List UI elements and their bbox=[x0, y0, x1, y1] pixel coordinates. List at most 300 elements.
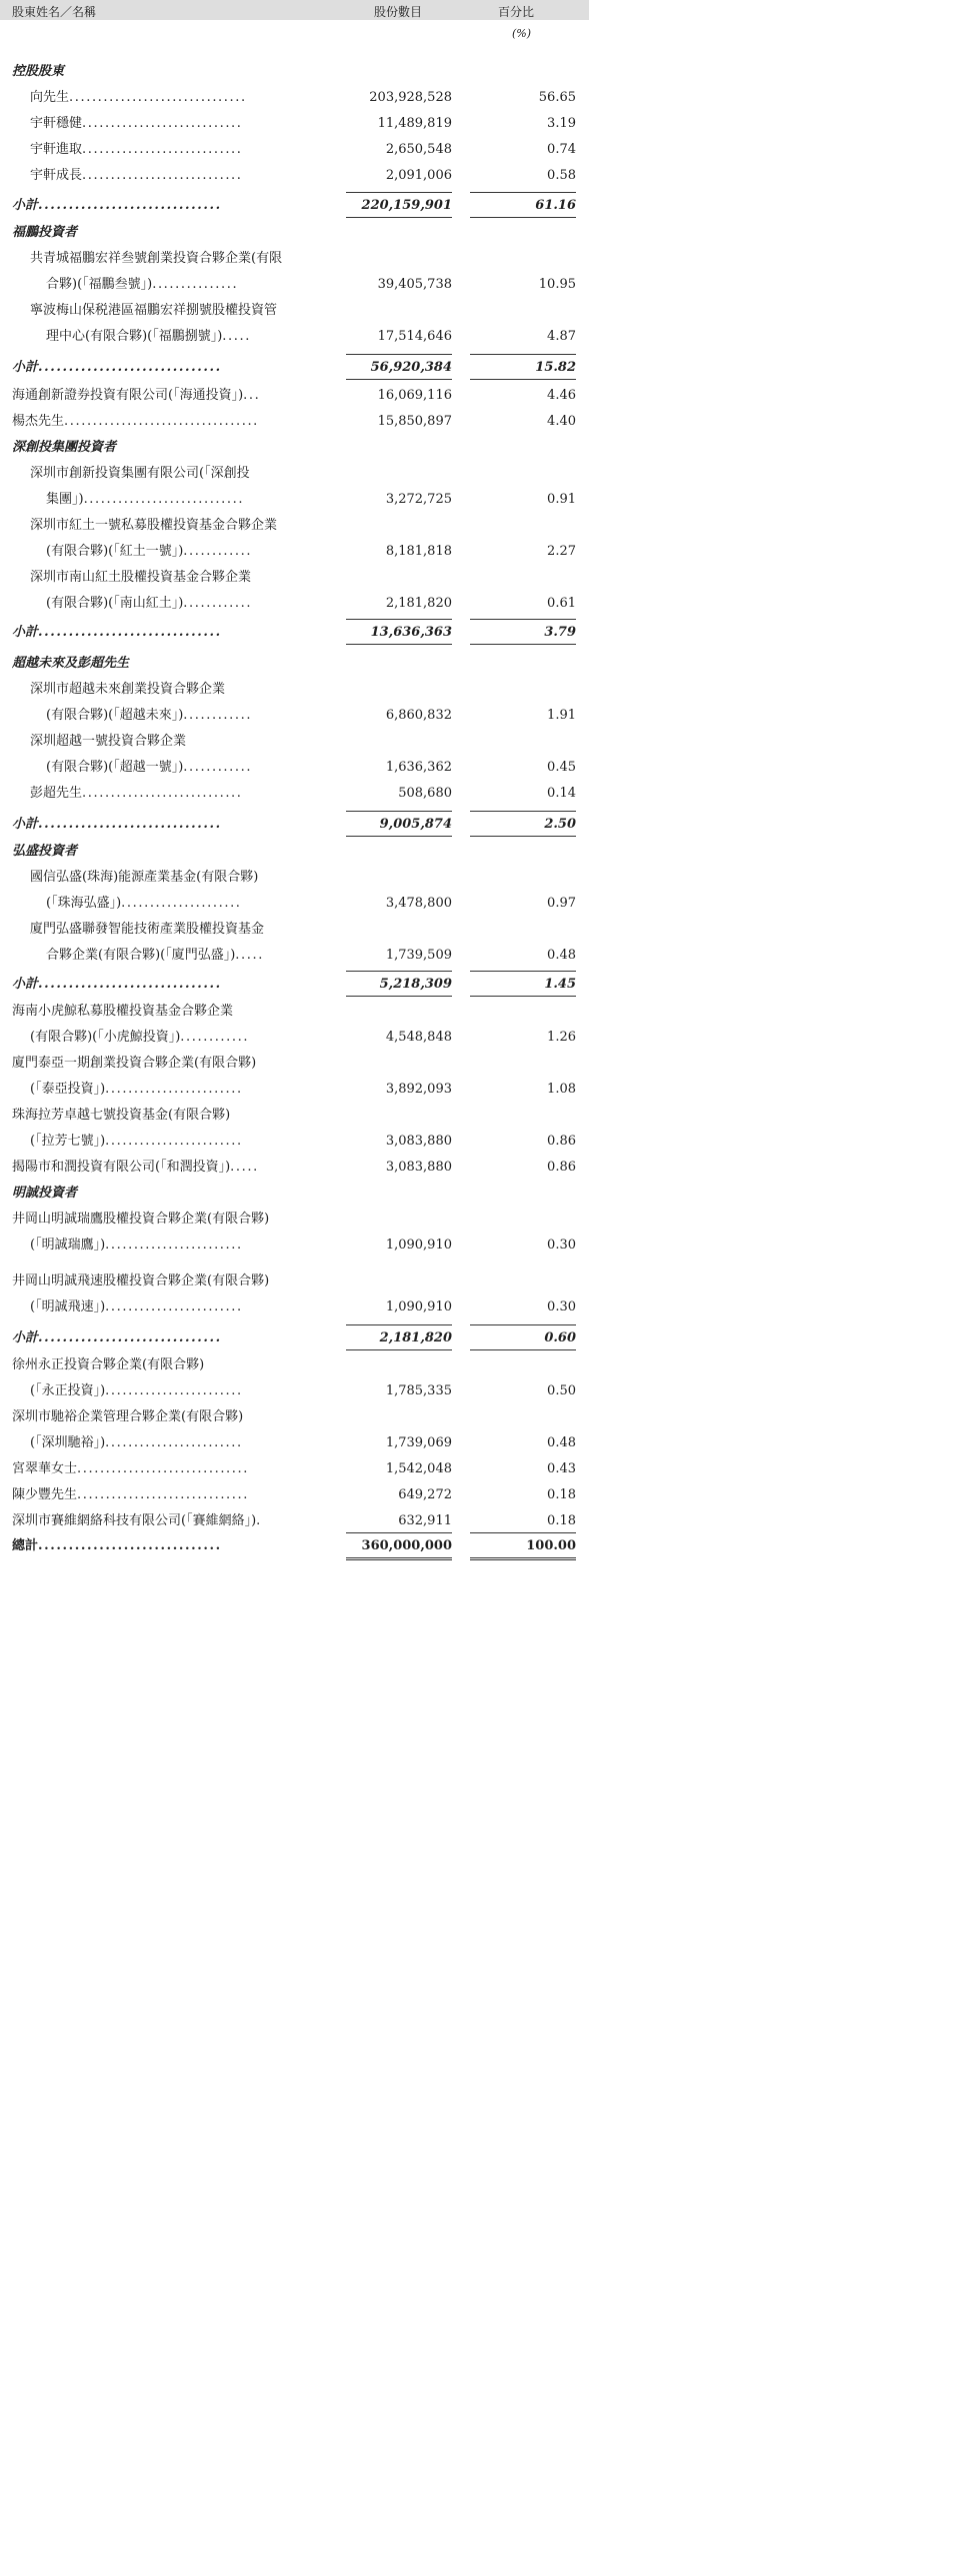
table-row bbox=[0, 461, 589, 487]
percentage: 1.45 bbox=[544, 977, 576, 992]
leader-dots: .............................. bbox=[77, 1487, 249, 1502]
row-name-text: 深圳市紅土一號私募股權投資基金合夥企業 bbox=[30, 518, 278, 533]
row-name-text: 集團」) bbox=[46, 492, 84, 507]
row-name bbox=[12, 839, 338, 865]
row-name bbox=[30, 1025, 338, 1051]
row-name bbox=[30, 1378, 338, 1404]
percentage: 3.79 bbox=[544, 625, 576, 640]
percentage: 15.82 bbox=[535, 360, 576, 375]
share-count: 3,272,725 bbox=[385, 492, 452, 507]
table-row bbox=[0, 163, 589, 189]
row-name bbox=[12, 435, 338, 461]
row-name-text: 小計 bbox=[12, 977, 39, 992]
row-name bbox=[12, 812, 338, 838]
table-row bbox=[0, 1404, 589, 1430]
header-percent: 百分比 bbox=[498, 5, 535, 19]
percentage: 0.43 bbox=[547, 1461, 576, 1476]
leader-dots: ........................ bbox=[105, 1238, 243, 1253]
table-row bbox=[0, 137, 589, 163]
row-name-text: 宇軒進取 bbox=[30, 142, 83, 157]
row-name-text: 揭陽市和潤投資有限公司(「和潤投資」) bbox=[12, 1160, 231, 1175]
group-heading bbox=[0, 651, 589, 677]
row-name bbox=[30, 1077, 338, 1103]
row-name bbox=[46, 539, 338, 565]
row-name-text: 廈門泰亞一期創業投資合夥企業(有限合夥) bbox=[12, 1056, 257, 1071]
leader-dots: .............................. bbox=[38, 977, 222, 992]
row-name bbox=[30, 1430, 338, 1456]
row-name bbox=[46, 891, 338, 917]
row-name-text: 總計 bbox=[12, 1538, 39, 1553]
percentage: 0.86 bbox=[547, 1134, 576, 1149]
leader-dots: ............................ bbox=[83, 492, 245, 507]
percentage: 100.00 bbox=[526, 1538, 576, 1553]
row-name-text: 小計 bbox=[12, 817, 39, 832]
share-count: 1,739,509 bbox=[385, 948, 452, 963]
leader-dots: .............................. bbox=[38, 360, 222, 375]
leader-dots: ............ bbox=[183, 544, 253, 559]
share-count: 2,181,820 bbox=[379, 1330, 452, 1345]
row-name-text: 深圳市馳裕企業管理合夥企業(有限合夥) bbox=[12, 1409, 244, 1424]
leader-dots: ............................ bbox=[82, 142, 243, 157]
row-name-text: (「永正投資」) bbox=[30, 1383, 106, 1398]
row-name bbox=[12, 409, 338, 435]
row-name-text: (「明誠瑞鷹」) bbox=[30, 1238, 106, 1253]
row-name bbox=[46, 272, 338, 298]
share-count: 56,920,384 bbox=[370, 360, 452, 375]
percentage: 4.46 bbox=[547, 388, 576, 403]
rule-line bbox=[346, 1532, 452, 1533]
row-name-text: 井岡山明誠瑞鷹股權投資合夥企業(有限合夥) bbox=[12, 1212, 270, 1227]
leader-dots: .............................. bbox=[77, 1461, 249, 1476]
row-name-text: 寧波梅山保税港區福鵬宏祥捌號股權投資管 bbox=[30, 303, 278, 318]
rule-line bbox=[346, 217, 452, 218]
table-row bbox=[0, 487, 589, 513]
row-name-text: 國信弘盛(珠海)能源產業基金(有限合夥) bbox=[30, 870, 259, 885]
row-name bbox=[12, 1404, 338, 1430]
percentage: 1.08 bbox=[547, 1082, 576, 1097]
table-row bbox=[0, 891, 589, 917]
table-row bbox=[0, 565, 589, 591]
row-name bbox=[30, 729, 338, 755]
table-row bbox=[0, 1456, 589, 1482]
row-name bbox=[30, 85, 338, 111]
share-count: 1,785,335 bbox=[385, 1383, 452, 1398]
row-name-text: 合夥企業(有限合夥)(「廈門弘盛」) bbox=[46, 948, 236, 963]
row-name-text: (「拉芳七號」) bbox=[30, 1134, 106, 1149]
leader-dots: ............ bbox=[183, 708, 253, 723]
percentage: 0.86 bbox=[547, 1160, 576, 1175]
row-name-text: (有限合夥)(「小虎鯨投資」) bbox=[30, 1030, 181, 1045]
percentage: 2.27 bbox=[547, 544, 576, 559]
leader-dots: .................................. bbox=[64, 414, 259, 429]
subtotal-row bbox=[0, 1325, 589, 1351]
row-name bbox=[30, 1294, 338, 1320]
row-name bbox=[30, 1233, 338, 1259]
row-name bbox=[46, 324, 338, 350]
leader-dots: ........................ bbox=[105, 1082, 243, 1097]
row-name bbox=[30, 917, 338, 943]
percentage: 0.61 bbox=[547, 596, 576, 611]
share-count: 4,548,848 bbox=[385, 1030, 452, 1045]
rule-line bbox=[346, 192, 452, 193]
table-row bbox=[0, 1233, 589, 1259]
share-count: 2,091,006 bbox=[385, 168, 452, 183]
rule-line bbox=[470, 1324, 576, 1325]
row-name-text: (有限合夥)(「紅土一號」) bbox=[46, 544, 184, 559]
table-row bbox=[0, 865, 589, 891]
table-row bbox=[0, 539, 589, 565]
table-row bbox=[0, 1025, 589, 1051]
leader-dots: ............................ bbox=[82, 168, 243, 183]
row-name-text: 宇軒穩健 bbox=[30, 116, 83, 131]
share-count: 2,650,548 bbox=[385, 142, 452, 157]
share-count: 3,083,880 bbox=[385, 1134, 452, 1149]
leader-dots: .............................. bbox=[38, 1538, 222, 1553]
share-count: 360,000,000 bbox=[361, 1538, 452, 1553]
table-row bbox=[0, 703, 589, 729]
row-name bbox=[12, 1269, 338, 1294]
rule-line bbox=[470, 1349, 576, 1350]
table-row bbox=[0, 1378, 589, 1404]
row-name bbox=[12, 1155, 338, 1181]
percentage: 0.30 bbox=[547, 1299, 576, 1314]
leader-dots: ........................ bbox=[105, 1383, 243, 1398]
share-count: 3,478,800 bbox=[385, 896, 452, 911]
row-name-text: 海通創新證券投資有限公司(「海通投資」) bbox=[12, 388, 244, 403]
row-name bbox=[46, 591, 338, 617]
row-name bbox=[12, 999, 338, 1025]
row-name bbox=[30, 461, 338, 487]
table-row bbox=[0, 298, 589, 324]
leader-dots: ............ bbox=[180, 1030, 250, 1045]
subtotal-row bbox=[0, 972, 589, 998]
row-name bbox=[12, 1103, 338, 1129]
row-name bbox=[12, 1325, 338, 1351]
row-name-text: 陳少豐先生 bbox=[12, 1487, 78, 1502]
leader-dots: ............ bbox=[183, 596, 253, 611]
rule-line bbox=[346, 619, 452, 620]
share-count: 203,928,528 bbox=[369, 90, 452, 105]
row-name bbox=[30, 246, 338, 272]
row-name bbox=[12, 1533, 338, 1559]
leader-dots: ............... bbox=[152, 277, 239, 292]
row-name bbox=[12, 1508, 338, 1534]
row-name-text: 珠海拉芳卓越七號投資基金(有限合夥) bbox=[12, 1108, 231, 1123]
group-heading bbox=[0, 435, 589, 461]
leader-dots: ..................... bbox=[121, 896, 242, 911]
leader-dots: ............................ bbox=[82, 116, 243, 131]
percentage: 0.48 bbox=[547, 1435, 576, 1450]
group-heading bbox=[0, 839, 589, 865]
percentage: 0.14 bbox=[547, 786, 576, 801]
leader-dots: ............................... bbox=[69, 90, 247, 105]
share-count: 220,159,901 bbox=[361, 198, 452, 213]
percentage: 1.26 bbox=[547, 1030, 576, 1045]
row-name-text: 宮翠華女士 bbox=[12, 1461, 78, 1476]
subtotal-row bbox=[0, 620, 589, 646]
row-name bbox=[46, 487, 338, 513]
table-row bbox=[0, 1207, 589, 1233]
rule-line bbox=[470, 1557, 576, 1560]
table-row bbox=[0, 1103, 589, 1129]
table-row bbox=[0, 755, 589, 781]
row-name-text: 福鵬投資者 bbox=[12, 225, 78, 240]
percentage: 4.40 bbox=[547, 414, 576, 429]
table-row bbox=[0, 383, 589, 409]
table-row bbox=[0, 943, 589, 969]
share-count: 15,850,897 bbox=[377, 414, 452, 429]
leader-dots: .............................. bbox=[38, 625, 222, 640]
share-count: 1,090,910 bbox=[385, 1238, 452, 1253]
row-name bbox=[30, 163, 338, 189]
table-row bbox=[0, 1129, 589, 1155]
percentage: 0.91 bbox=[547, 492, 576, 507]
row-name bbox=[30, 298, 338, 324]
row-name bbox=[12, 1482, 338, 1508]
row-name bbox=[12, 972, 338, 998]
row-name bbox=[30, 677, 338, 703]
row-name bbox=[30, 781, 338, 807]
row-name-text: 徐州永正投資合夥企業(有限合夥) bbox=[12, 1357, 205, 1372]
percentage: 10.95 bbox=[538, 277, 576, 292]
row-name bbox=[12, 620, 338, 646]
leader-dots: ... bbox=[243, 388, 261, 403]
header-shares: 股份數目 bbox=[374, 5, 423, 19]
percentage: 56.65 bbox=[538, 90, 576, 105]
group-heading bbox=[0, 1181, 589, 1207]
row-name-text: 深圳市賽維網絡科技有限公司(「賽維網絡」) bbox=[12, 1513, 257, 1528]
row-name bbox=[30, 513, 338, 539]
table-row bbox=[0, 781, 589, 807]
row-name bbox=[30, 1129, 338, 1155]
percentage: 2.50 bbox=[544, 817, 576, 832]
percentage: 0.30 bbox=[547, 1238, 576, 1253]
percentage: 0.74 bbox=[547, 142, 576, 157]
rule-line bbox=[470, 836, 576, 837]
share-count: 1,739,069 bbox=[385, 1435, 452, 1450]
share-count: 11,489,819 bbox=[377, 116, 452, 131]
row-name-text: 小計 bbox=[12, 1330, 39, 1345]
table-row bbox=[0, 111, 589, 137]
table-header bbox=[0, 0, 589, 20]
row-name bbox=[12, 383, 338, 409]
share-count: 6,860,832 bbox=[385, 708, 452, 723]
row-name-text: 明誠投資者 bbox=[12, 1186, 78, 1201]
row-name-text: 深圳超越一號投資合夥企業 bbox=[30, 734, 187, 749]
share-count: 3,892,093 bbox=[385, 1082, 452, 1097]
rule-line bbox=[346, 379, 452, 380]
leader-dots: ........................ bbox=[105, 1435, 243, 1450]
row-name-text: 廈門弘盛聯發智能技術產業股權投資基金 bbox=[30, 922, 265, 937]
share-count: 9,005,874 bbox=[379, 817, 452, 832]
group-heading bbox=[0, 59, 589, 85]
rule-line bbox=[470, 811, 576, 812]
share-count: 649,272 bbox=[398, 1487, 452, 1502]
share-count: 508,680 bbox=[398, 786, 452, 801]
table-row bbox=[0, 246, 589, 272]
group-heading bbox=[0, 220, 589, 246]
table-row bbox=[0, 1155, 589, 1181]
rule-line bbox=[346, 836, 452, 837]
row-name-text: 深圳市南山紅土股權投資基金合夥企業 bbox=[30, 570, 252, 585]
rule-line bbox=[346, 354, 452, 355]
row-name-text: 超越未來及彭超先生 bbox=[12, 656, 130, 671]
table-row bbox=[0, 917, 589, 943]
rule-line bbox=[346, 1557, 452, 1560]
percentage: 0.60 bbox=[544, 1330, 576, 1345]
percentage: 0.45 bbox=[547, 760, 576, 775]
row-name-text: 合夥)(「福鵬叁號」) bbox=[46, 277, 153, 292]
rule-line bbox=[346, 644, 452, 645]
row-name-text: 共青城福鵬宏祥叁號創業投資合夥企業(有限 bbox=[30, 251, 283, 266]
rule-line bbox=[346, 811, 452, 812]
table-row bbox=[0, 1294, 589, 1320]
table-row bbox=[0, 1077, 589, 1103]
rule-line bbox=[470, 1532, 576, 1533]
table-row bbox=[0, 1430, 589, 1456]
leader-dots: ..... bbox=[230, 1160, 259, 1175]
row-name-text: 深圳市創新投資集團有限公司(「深創投 bbox=[30, 466, 250, 481]
percentage: 0.18 bbox=[547, 1487, 576, 1502]
share-count: 17,514,646 bbox=[377, 329, 452, 344]
table-row bbox=[0, 1269, 589, 1294]
rule-line bbox=[346, 1324, 452, 1325]
leader-dots: ............................ bbox=[82, 786, 243, 801]
rule-line bbox=[346, 1349, 452, 1350]
table-row bbox=[0, 1051, 589, 1077]
row-name bbox=[12, 1207, 338, 1233]
table-row bbox=[0, 999, 589, 1025]
row-name bbox=[12, 59, 338, 85]
row-name bbox=[46, 943, 338, 969]
table-row bbox=[0, 677, 589, 703]
row-name-text: 楊杰先生 bbox=[12, 414, 65, 429]
row-name-text: (「泰亞投資」) bbox=[30, 1082, 106, 1097]
subtotal-row bbox=[0, 812, 589, 838]
rule-line bbox=[346, 996, 452, 997]
percentage: 3.19 bbox=[547, 116, 576, 131]
share-count: 8,181,818 bbox=[385, 544, 452, 559]
row-name bbox=[12, 193, 338, 219]
percentage: 0.97 bbox=[547, 896, 576, 911]
rule-line bbox=[470, 192, 576, 193]
row-name-text: (「珠海弘盛」) bbox=[46, 896, 122, 911]
subtotal-row bbox=[0, 193, 589, 219]
share-count: 632,911 bbox=[398, 1513, 452, 1528]
row-name-text: 理中心(有限合夥)(「福鵬捌號」) bbox=[46, 329, 223, 344]
row-name bbox=[12, 355, 338, 381]
row-name-text: 小計 bbox=[12, 198, 39, 213]
row-name-text: (有限合夥)(「超越未來」) bbox=[46, 708, 184, 723]
share-count: 2,181,820 bbox=[385, 596, 452, 611]
row-name bbox=[30, 111, 338, 137]
row-name bbox=[12, 1352, 338, 1378]
row-name bbox=[12, 651, 338, 677]
row-name-text: (「明誠飛速」) bbox=[30, 1299, 106, 1314]
table-row bbox=[0, 1482, 589, 1508]
share-count: 13,636,363 bbox=[370, 625, 452, 640]
percentage: 0.18 bbox=[547, 1513, 576, 1528]
table-row bbox=[0, 513, 589, 539]
leader-dots: ............ bbox=[183, 760, 253, 775]
row-name-text: (有限合夥)(「南山紅土」) bbox=[46, 596, 184, 611]
row-name bbox=[46, 755, 338, 781]
rule-line bbox=[470, 619, 576, 620]
share-count: 16,069,116 bbox=[377, 388, 452, 403]
row-name-text: 海南小虎鯨私募股權投資基金合夥企業 bbox=[12, 1004, 234, 1019]
share-count: 1,090,910 bbox=[385, 1299, 452, 1314]
row-name-text: 小計 bbox=[12, 360, 39, 375]
row-name-text: (「深圳馳裕」) bbox=[30, 1435, 106, 1450]
row-name-text: 彭超先生 bbox=[30, 786, 83, 801]
table-row bbox=[0, 324, 589, 350]
leader-dots: ........................ bbox=[105, 1299, 243, 1314]
row-name-text: (有限合夥)(「超越一號」) bbox=[46, 760, 184, 775]
rule-line bbox=[346, 971, 452, 972]
rule-line bbox=[470, 354, 576, 355]
header-name: 股東姓名／名稱 bbox=[12, 5, 97, 19]
leader-dots: ........................ bbox=[105, 1134, 243, 1149]
row-name bbox=[30, 865, 338, 891]
row-name-text: 小計 bbox=[12, 625, 39, 640]
row-name-text: 弘盛投資者 bbox=[12, 844, 78, 859]
subtotal-row bbox=[0, 355, 589, 381]
row-name-text: 井岡山明誠飛速股權投資合夥企業(有限合夥) bbox=[12, 1274, 270, 1288]
row-name-text: 深創投集團投資者 bbox=[12, 440, 117, 455]
table-row bbox=[0, 272, 589, 298]
percentage: 4.87 bbox=[547, 329, 576, 344]
share-count: 1,636,362 bbox=[385, 760, 452, 775]
leader-dots: ..... bbox=[235, 948, 264, 963]
table-row bbox=[0, 729, 589, 755]
share-count: 1,542,048 bbox=[385, 1461, 452, 1476]
row-name bbox=[12, 1051, 338, 1077]
row-name bbox=[30, 137, 338, 163]
rule-line bbox=[470, 379, 576, 380]
row-name bbox=[30, 565, 338, 591]
row-name-text: 向先生 bbox=[30, 90, 70, 105]
table-row bbox=[0, 1352, 589, 1378]
leader-dots: .............................. bbox=[38, 817, 222, 832]
leader-dots: .............................. bbox=[38, 1330, 222, 1345]
share-count: 3,083,880 bbox=[385, 1160, 452, 1175]
leader-dots: . bbox=[256, 1513, 262, 1528]
percent-unit: (%) bbox=[512, 27, 532, 40]
leader-dots: ..... bbox=[222, 329, 251, 344]
row-name bbox=[46, 703, 338, 729]
share-count: 39,405,738 bbox=[377, 277, 452, 292]
row-name bbox=[12, 1456, 338, 1482]
table-row bbox=[0, 591, 589, 617]
rule-line bbox=[470, 644, 576, 645]
total-row bbox=[0, 1533, 589, 1559]
percentage: 0.48 bbox=[547, 948, 576, 963]
row-name-text: 控股股東 bbox=[12, 64, 65, 79]
row-name-text: 宇軒成長 bbox=[30, 168, 83, 183]
table-row bbox=[0, 1508, 589, 1534]
share-count: 5,218,309 bbox=[379, 977, 452, 992]
percentage: 0.50 bbox=[547, 1383, 576, 1398]
row-name bbox=[12, 220, 338, 246]
leader-dots: .............................. bbox=[38, 198, 222, 213]
row-name bbox=[12, 1181, 338, 1207]
table-row bbox=[0, 409, 589, 435]
rule-line bbox=[470, 996, 576, 997]
table-row bbox=[0, 85, 589, 111]
percentage: 61.16 bbox=[535, 198, 576, 213]
row-name-text: 深圳市超越未來創業投資合夥企業 bbox=[30, 682, 226, 697]
percentage: 0.58 bbox=[547, 168, 576, 183]
